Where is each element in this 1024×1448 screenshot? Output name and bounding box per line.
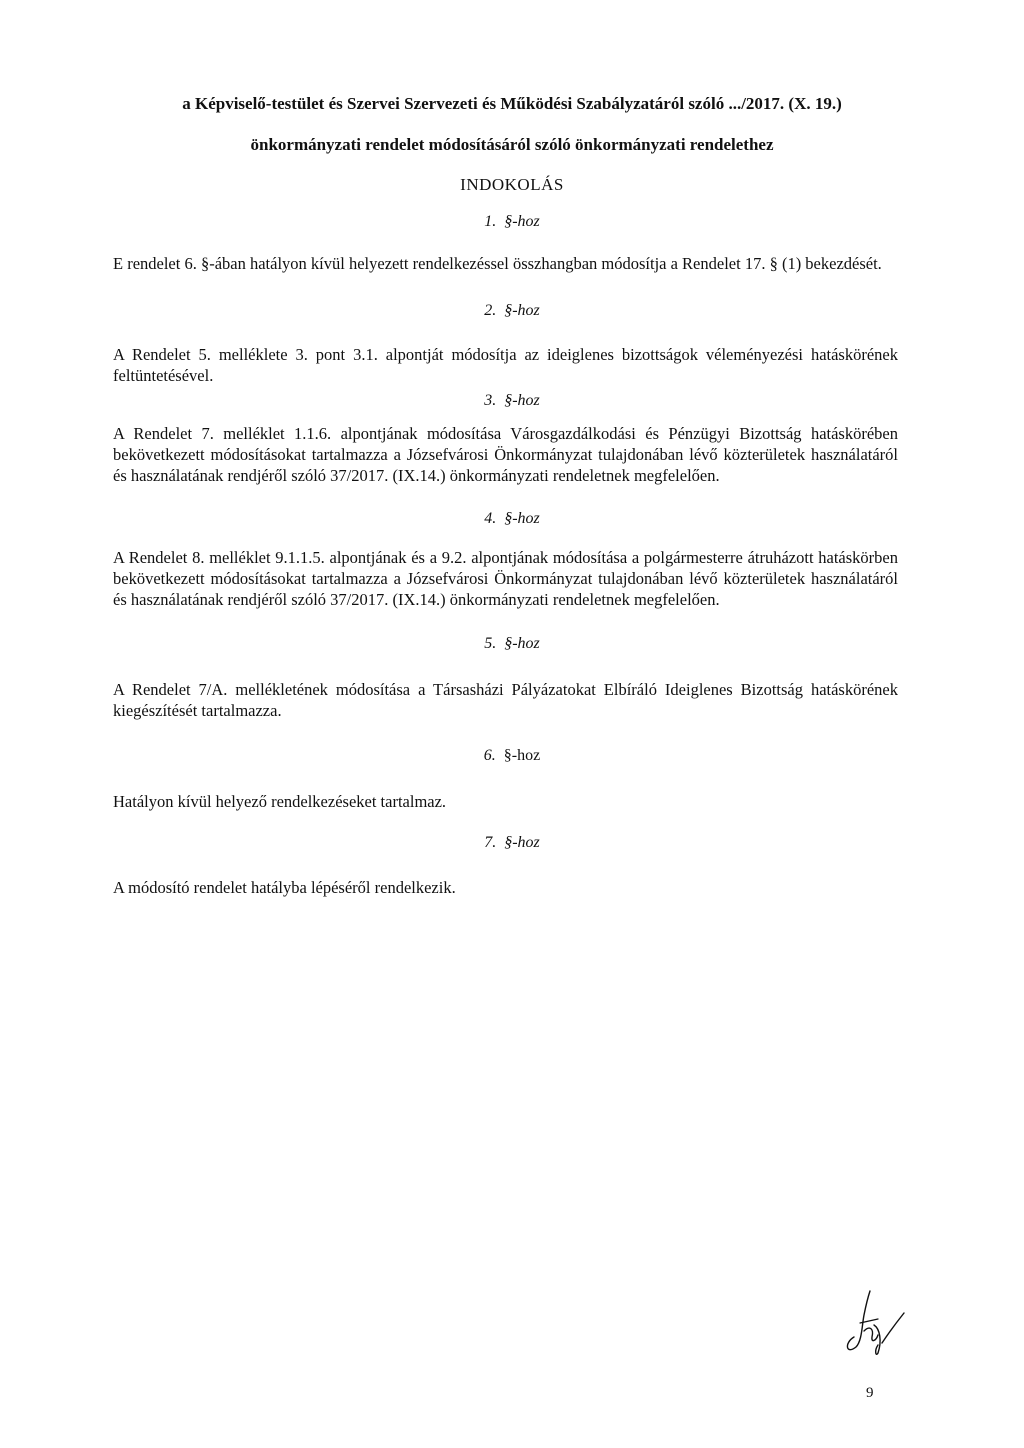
section-text-4: A Rendelet 8. melléklet 9.1.1.5. alpontjának és a 9.2. alpontjának módosítása a polgármesterre átruházott hatáskörben bekövetkezett módosításokat tartalmazza a Józsefvárosi Önkormányzat tulajdonában lévő közterületek használatáról és használatának rendjéről szóló 37/2017. (IX.14.) önkormányzati rendeletnek megfelelően. bbox=[113, 548, 898, 609]
section-heading-2 bbox=[0, 302, 1024, 320]
section-number: 1. bbox=[484, 213, 497, 230]
section-number: 6. bbox=[483, 747, 496, 764]
section-heading-6 bbox=[0, 747, 1024, 765]
section-suffix: §-hoz bbox=[504, 510, 540, 527]
section-text-2: A Rendelet 5. melléklete 3. pont 3.1. alpontját módosítja az ideiglenes bizottságok véleményezési hatáskörének feltüntetésével. bbox=[113, 345, 898, 385]
handwritten-signature bbox=[838, 1285, 908, 1360]
section-heading-3 bbox=[0, 392, 1024, 410]
section-text-7: A módosító rendelet hatályba lépéséről rendelkezik. bbox=[113, 878, 456, 897]
section-number: 5. bbox=[484, 635, 497, 652]
section-text-5: A Rendelet 7/A. mellékletének módosítása a Társasházi Pályázatokat Elbíráló Ideiglenes Bizottság hatáskörének kiegészítését tartalmazza. bbox=[113, 680, 898, 720]
section-heading-4 bbox=[0, 510, 1024, 528]
section-text-6: Hatályon kívül helyező rendelkezéseket tartalmaz. bbox=[113, 792, 447, 811]
section-heading-7 bbox=[0, 834, 1024, 852]
section-suffix: §-hoz bbox=[504, 302, 540, 319]
section-suffix: §-hoz bbox=[503, 747, 541, 764]
section-text-1: E rendelet 6. §-ában hatályon kívül helyezett rendelkezéssel összhangban módosítja a Rendelet 17. § (1) bekezdését. bbox=[113, 254, 882, 273]
section-number: 2. bbox=[484, 302, 497, 319]
header-line-1: a Képviselő-testület és Szervei Szervezeti és Működési Szabályzatáról szóló .../2017. (X. 19.) bbox=[182, 94, 842, 113]
section-number: 3. bbox=[484, 392, 497, 409]
section-number: 4. bbox=[484, 510, 497, 527]
section-suffix: §-hoz bbox=[504, 213, 540, 230]
section-suffix: §-hoz bbox=[504, 392, 540, 409]
document-title: INDOKOLÁS bbox=[460, 175, 564, 194]
section-suffix: §-hoz bbox=[504, 635, 540, 652]
page-number: 9 bbox=[866, 1385, 874, 1401]
header-line-2: önkormányzati rendelet módosításáról szóló önkormányzati rendelethez bbox=[250, 135, 774, 154]
section-heading-5 bbox=[0, 635, 1024, 653]
section-heading-1 bbox=[0, 213, 1024, 231]
section-number: 7. bbox=[484, 834, 497, 851]
section-text-3: A Rendelet 7. melléklet 1.1.6. alpontjának módosítása Városgazdálkodási és Pénzügyi Bizottság hatáskörében bekövetkezett módosításokat tartalmazza a Józsefvárosi Önkormányzat tulajdonában lévő közterületek használatáról és használatának rendjéről szóló 37/2017. (IX.14.) önkormányzati rendeletnek megfelelően. bbox=[113, 424, 898, 485]
section-suffix: §-hoz bbox=[504, 834, 540, 851]
